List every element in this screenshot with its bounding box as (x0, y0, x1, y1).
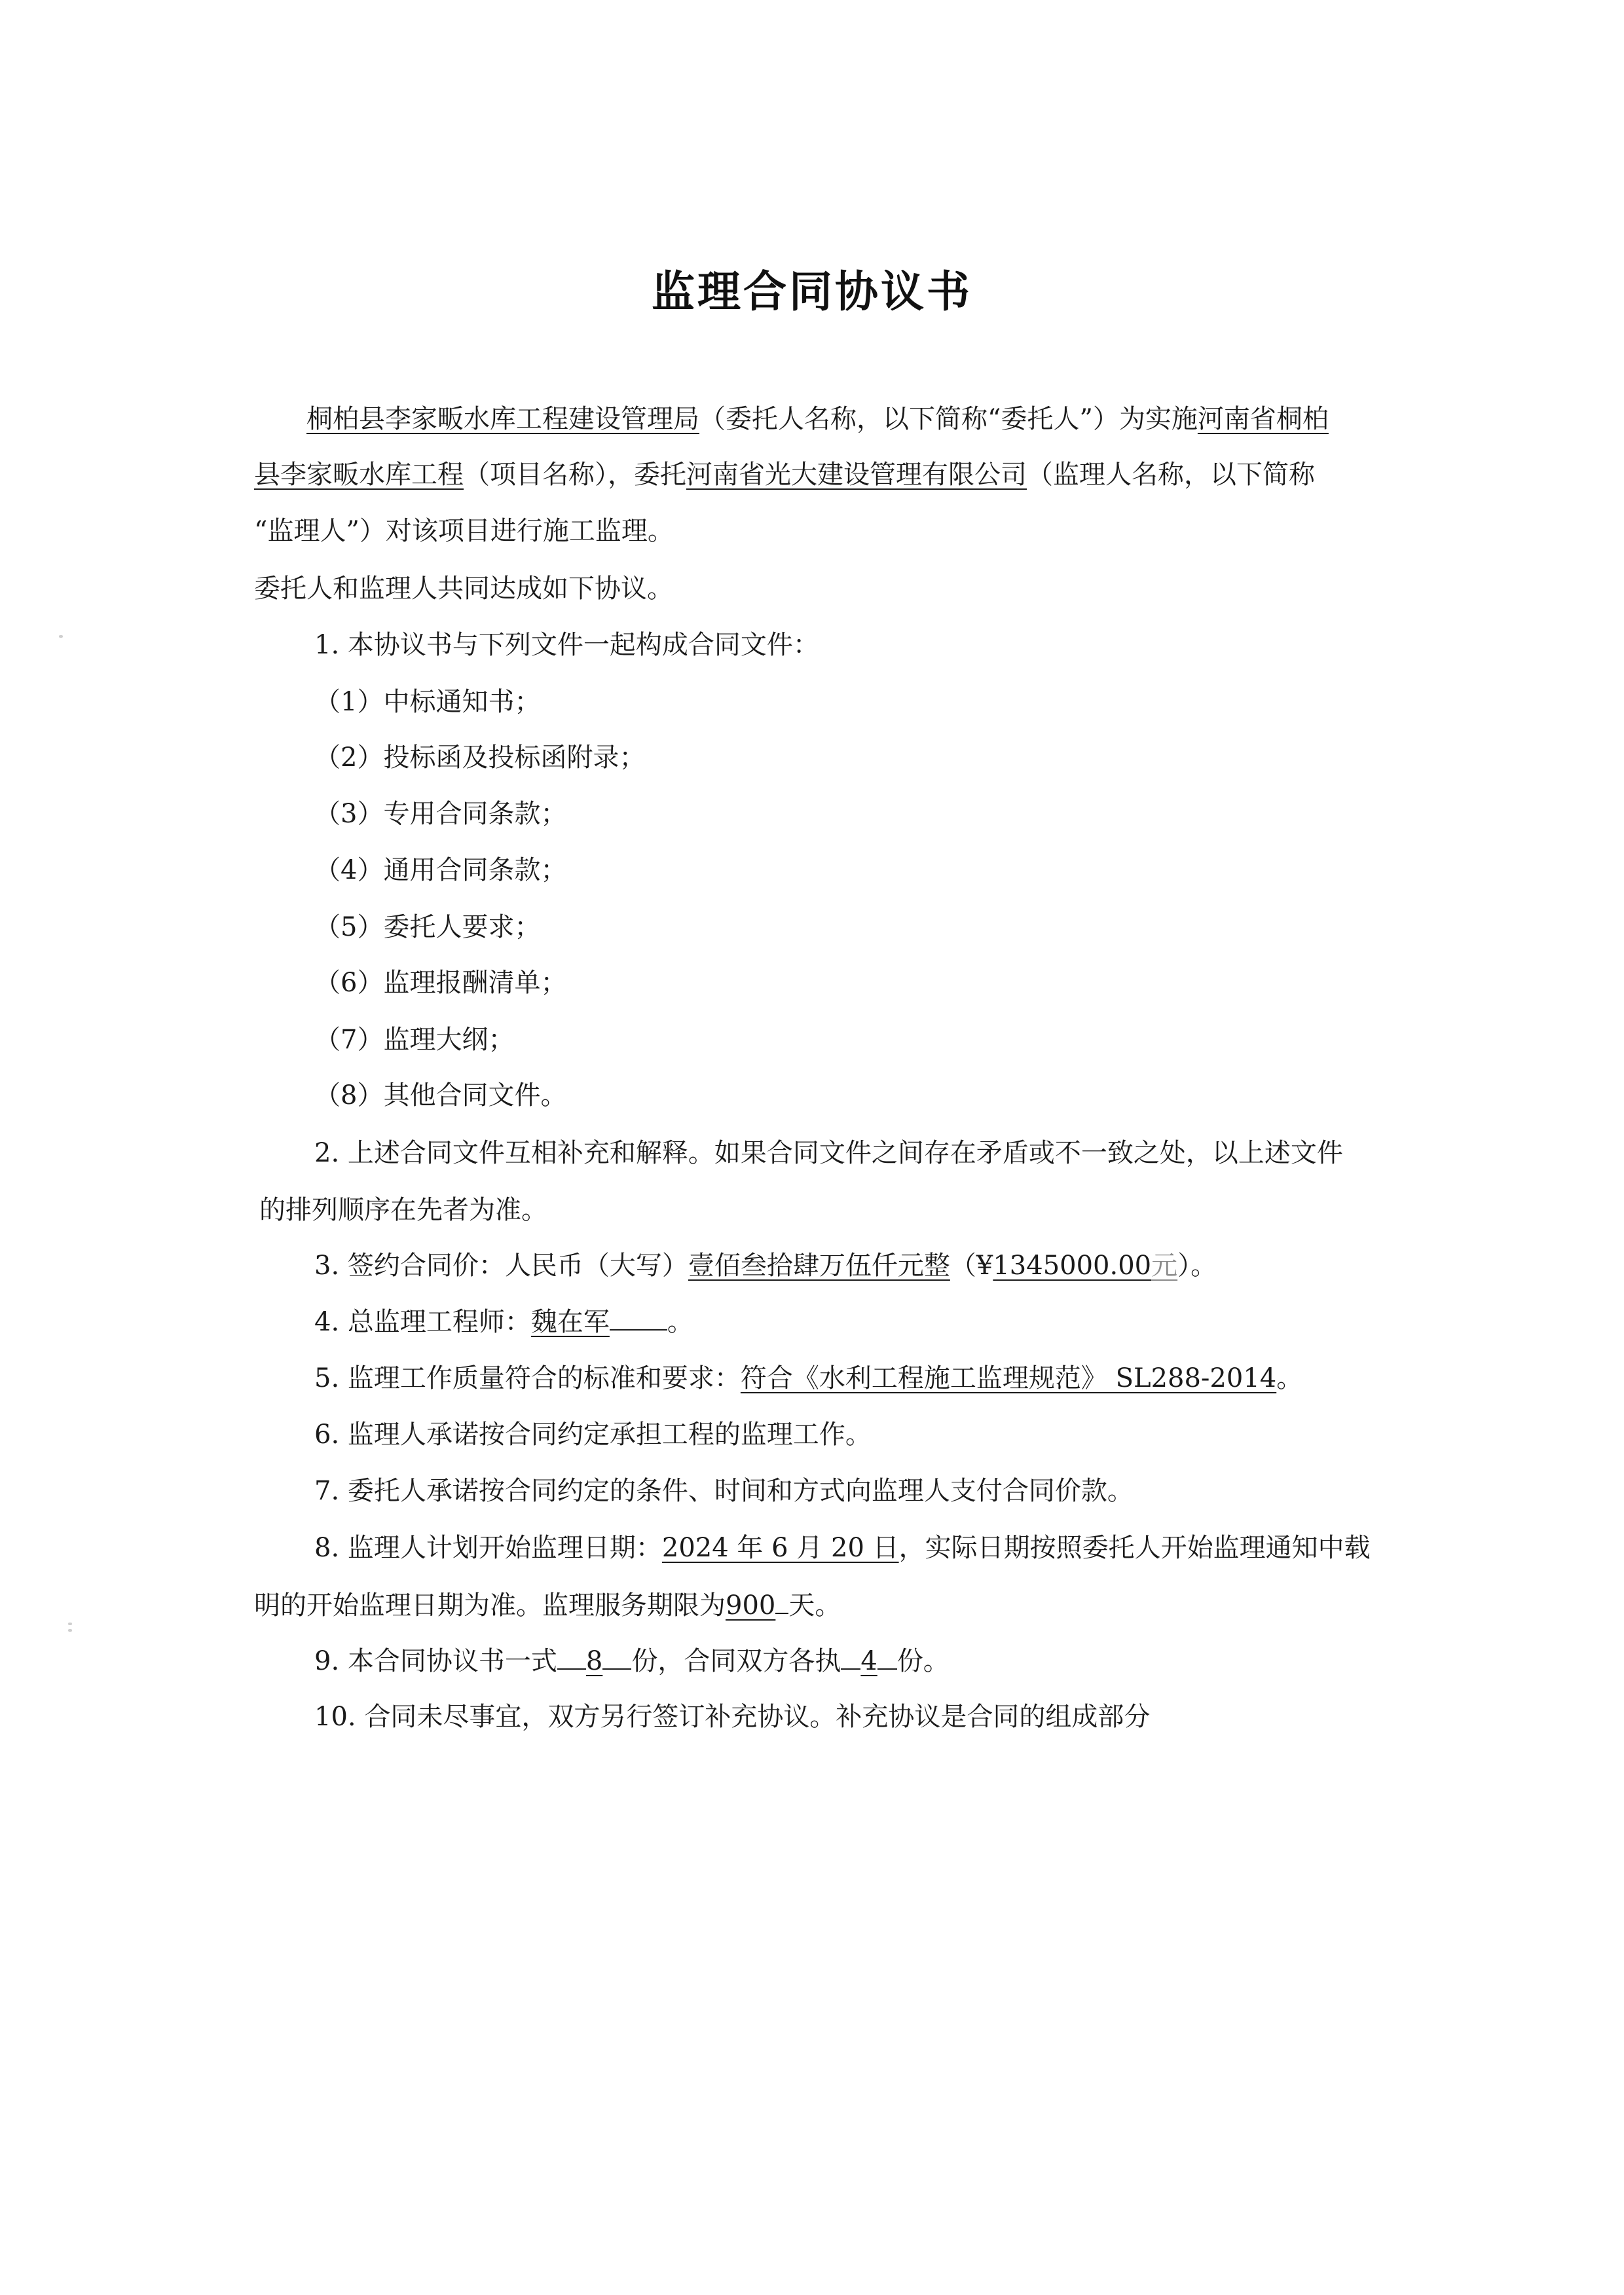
clause-4 (314, 1303, 693, 1340)
intro-line-3: “监理人”）对该项目进行施工监理。 (254, 516, 674, 546)
clause-8-prefix: 8. 监理人计划开始监理日期： (314, 1533, 662, 1563)
clause-2-line-2: 的排列顺序在先者为准。 (259, 1195, 547, 1225)
clause-5-suffix: 。 (1276, 1363, 1303, 1393)
clause-1-item: （8）其他合同文件。 (314, 1080, 567, 1111)
service-days: 900 (726, 1590, 776, 1621)
underline-blank (775, 1587, 788, 1614)
clause-9-suffix: 份。 (896, 1646, 950, 1676)
clause-1-item: （4）通用合同条款； (314, 855, 567, 885)
contract-price-number: 1345000.00 (993, 1251, 1152, 1281)
clause-5 (314, 1360, 1302, 1397)
client-name: 桐柏县李家畈水库工程建设管理局 (306, 404, 699, 434)
intro-line-1 (306, 401, 1329, 437)
clause-1-item: （3）专用合同条款； (314, 799, 567, 829)
clause-1-item: （7）监理大纲； (314, 1025, 515, 1055)
clause-9-mid: 份，合同双方各执 (631, 1646, 841, 1676)
clause-1-item: （2）投标函及投标函附录； (314, 743, 646, 773)
page-title: 监理合同协议书 (652, 266, 972, 317)
scan-artifact (59, 635, 63, 638)
scan-artifact (68, 1629, 72, 1632)
project-name-part-2: 县李家畈水库工程 (254, 460, 464, 490)
copies-each-party: 4 (860, 1646, 877, 1676)
clause-9 (314, 1642, 950, 1680)
clause-1-item: （5）委托人要求； (314, 912, 541, 942)
clause-8-line-2-prefix: 明的开始监理日期为准。监理服务期限为 (254, 1590, 726, 1621)
clause-3-paren: （¥ (950, 1251, 993, 1281)
project-name-part-1: 河南省桐柏 (1197, 404, 1329, 434)
total-copies: 8 (585, 1646, 603, 1676)
clause-2-line-1: 2. 上述合同文件互相补充和解释。如果合同文件之间存在矛盾或不一致之处，以上述文件 (314, 1138, 1343, 1168)
quality-standard: 符合《水利工程施工监理规范》 SL288-2014 (740, 1363, 1277, 1393)
underline-blank (610, 1303, 667, 1331)
clause-1-item: （1）中标通知书； (314, 687, 541, 717)
intro-text-1b: （委托人名称，以下简称“委托人”）为实施 (699, 404, 1198, 434)
clause-9-prefix: 9. 本合同协议书一式 (314, 1646, 557, 1676)
clause-6: 6. 监理人承诺按合同约定承担工程的监理工作。 (314, 1420, 872, 1450)
intro-text-2b: （项目名称），委托 (464, 460, 686, 490)
start-date: 2024 年 6 月 20 日 (661, 1533, 899, 1563)
clause-3 (314, 1247, 1217, 1284)
clause-3-suffix: ）。 (1177, 1251, 1217, 1281)
underline-blank (557, 1642, 586, 1670)
clause-10: 10. 合同未尽事宜，双方另行签订补充协议。补充协议是合同的组成部分 (314, 1702, 1151, 1732)
clause-5-prefix: 5. 监理工作质量符合的标准和要求： (314, 1363, 741, 1393)
clause-8-line-2-suffix: 天。 (788, 1590, 841, 1621)
clause-8-line-1 (314, 1530, 1371, 1566)
intro-line-2 (254, 456, 1315, 493)
clause-1-item: （6）监理报酬清单； (314, 968, 567, 998)
underline-blank (602, 1642, 631, 1670)
underline-blank (841, 1642, 860, 1670)
supervisor-name: 河南省光大建设管理有限公司 (686, 460, 1027, 490)
clause-8-line-2 (254, 1587, 841, 1624)
clause-3-prefix: 3. 签约合同价：人民币（大写） (314, 1251, 688, 1281)
intro-text-2d: （监理人名称，以下简称 (1027, 460, 1315, 490)
clause-7: 7. 委托人承诺按合同约定的条件、时间和方式向监理人支付合同价款。 (314, 1476, 1134, 1506)
clause-1: 1. 本协议书与下列文件一起构成合同文件： (314, 630, 819, 660)
scan-artifact (68, 1623, 72, 1625)
contract-price-unit: 元 (1151, 1251, 1178, 1281)
clause-4-suffix: 。 (667, 1307, 693, 1337)
underline-blank (877, 1642, 897, 1670)
clause-8-rest: ，实际日期按照委托人开始监理通知中载 (898, 1533, 1371, 1563)
chief-engineer-name: 魏在军 (530, 1307, 610, 1337)
intro-line-4: 委托人和监理人共同达成如下协议。 (254, 574, 673, 604)
contract-price-words: 壹佰叁拾肆万伍仟元整 (688, 1251, 950, 1281)
clause-4-prefix: 4. 总监理工程师： (314, 1307, 531, 1337)
